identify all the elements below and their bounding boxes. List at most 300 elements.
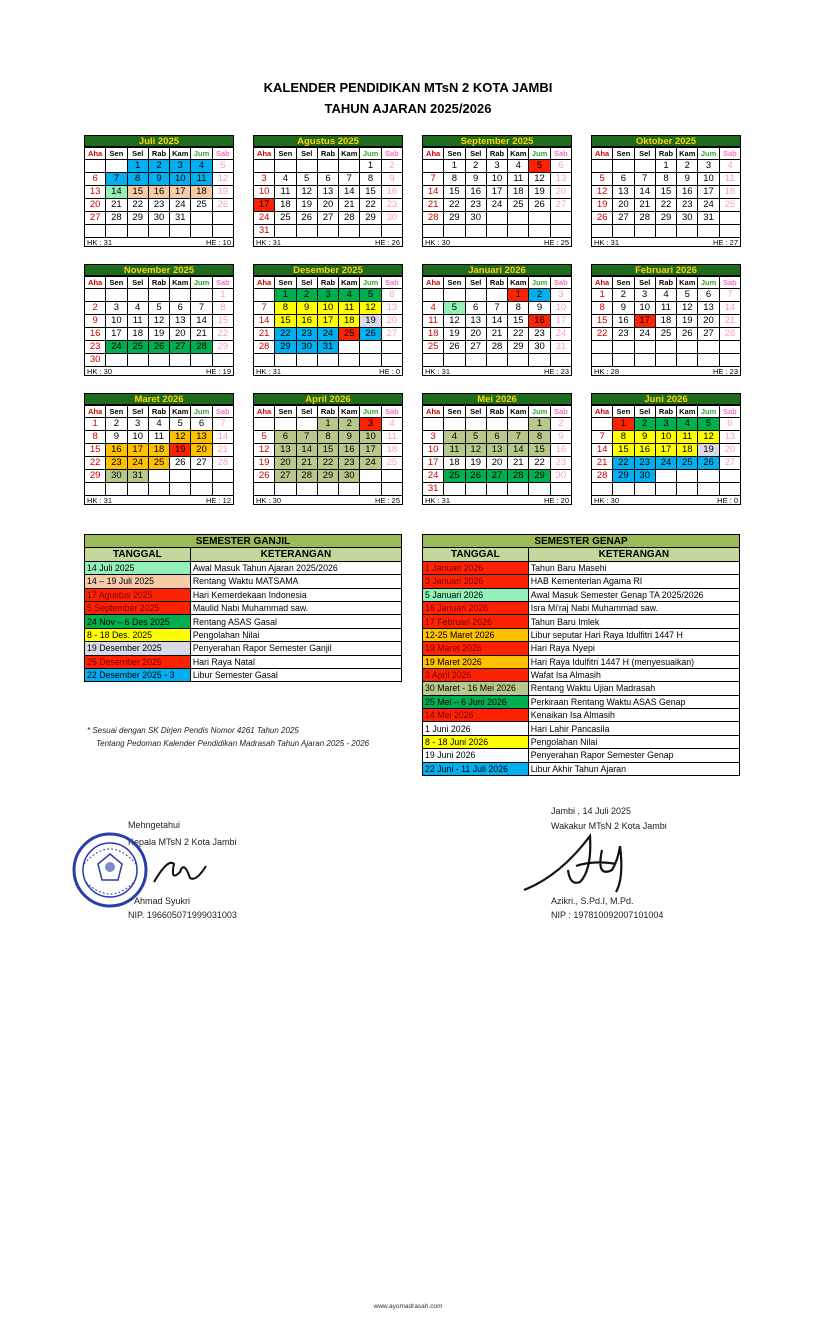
day-cell: 12: [529, 173, 550, 186]
day-cell: 8: [318, 431, 339, 444]
day-cell: 27: [551, 199, 572, 212]
day-cell: 17: [318, 315, 339, 328]
day-cell: 3: [170, 160, 191, 173]
day-cell: 2: [339, 418, 360, 431]
legend-desc: Hari Raya Idulfitri 1447 H (menyesuaikan): [528, 655, 739, 668]
day-cell: 28: [508, 470, 529, 483]
weekday-header: Jum: [360, 406, 381, 418]
empty-cell: [275, 354, 296, 367]
day-cell: 31: [128, 470, 149, 483]
day-cell: 28: [592, 470, 613, 483]
day-cell: 11: [128, 315, 149, 328]
day-cell: 16: [551, 444, 572, 457]
day-cell: 2: [551, 418, 572, 431]
empty-cell: [592, 160, 613, 173]
day-cell: 1: [85, 418, 106, 431]
legend-row: [423, 628, 740, 641]
empty-cell: [635, 483, 656, 496]
empty-cell: [698, 354, 719, 367]
day-cell: 22: [613, 457, 634, 470]
ganjil-col-date: TANGGAL: [85, 548, 191, 561]
empty-cell: [318, 354, 339, 367]
weekday-header: Sab: [720, 277, 741, 289]
day-cell: 17: [106, 328, 127, 341]
weekday-header: Aha: [254, 148, 275, 160]
day-cell: 6: [318, 173, 339, 186]
day-cell: 16: [382, 186, 403, 199]
empty-cell: [720, 225, 741, 238]
empty-cell: [444, 225, 465, 238]
empty-cell: [487, 212, 508, 225]
empty-cell: [635, 225, 656, 238]
legend-date: 14 – 19 Juli 2025: [85, 575, 191, 588]
day-cell: 14: [720, 302, 741, 315]
day-cell: 3: [656, 418, 677, 431]
day-cell: 2: [613, 289, 634, 302]
day-cell: 16: [85, 328, 106, 341]
day-cell: 24: [106, 341, 127, 354]
legend-row: [85, 588, 402, 601]
month-calendar: [422, 393, 572, 505]
empty-cell: [360, 354, 381, 367]
empty-cell: [487, 225, 508, 238]
legend-desc: Perkiraan Rentang Waktu ASAS Genap: [528, 695, 739, 708]
day-cell: 27: [191, 457, 212, 470]
weekday-header: Sel: [297, 277, 318, 289]
month-title: November 2025: [84, 264, 234, 276]
month-calendar: [422, 264, 572, 376]
day-cell: 15: [508, 315, 529, 328]
weekday-header: Sen: [444, 277, 465, 289]
day-cell: 17: [551, 315, 572, 328]
day-cell: 22: [529, 457, 550, 470]
day-cell: 19: [698, 444, 719, 457]
month-calendar: [84, 393, 234, 505]
weekday-header: Jum: [191, 148, 212, 160]
legend-date: 19 Maret 2026: [423, 655, 529, 668]
empty-cell: [613, 354, 634, 367]
legend-date: 14 Juli 2025: [85, 561, 191, 574]
empty-cell: [592, 483, 613, 496]
legend-desc: Maulid Nabi Muhammad saw.: [190, 601, 401, 614]
empty-cell: [360, 483, 381, 496]
day-cell: 7: [106, 173, 127, 186]
month-title: September 2025: [422, 135, 572, 147]
day-cell: 31: [551, 341, 572, 354]
empty-cell: [677, 341, 698, 354]
day-cell: 8: [529, 431, 550, 444]
day-cell: 19: [170, 444, 191, 457]
day-cell: 14: [106, 186, 127, 199]
day-cell: 28: [635, 212, 656, 225]
month-title: Februari 2026: [591, 264, 741, 276]
weekday-header: Rab: [487, 406, 508, 418]
empty-cell: [487, 354, 508, 367]
day-cell: 20: [698, 315, 719, 328]
day-cell: 6: [613, 173, 634, 186]
empty-cell: [423, 225, 444, 238]
weekday-header: Kam: [677, 148, 698, 160]
day-cell: 31: [318, 341, 339, 354]
month-title: April 2026: [253, 393, 403, 405]
day-cell: 11: [508, 173, 529, 186]
weekday-header: Sen: [613, 277, 634, 289]
weekday-header: Aha: [592, 277, 613, 289]
day-cell: 8: [360, 173, 381, 186]
hk-count: HK : 31: [87, 496, 113, 505]
day-cell: 23: [149, 199, 170, 212]
day-cell: 11: [423, 315, 444, 328]
day-cell: 28: [423, 212, 444, 225]
legend-desc: Awal Masuk Semester Genap TA 2025/2026: [528, 588, 739, 601]
month-title: Januari 2026: [422, 264, 572, 276]
month-calendar: [253, 135, 403, 247]
empty-cell: [656, 470, 677, 483]
day-cell: 20: [170, 328, 191, 341]
legend-desc: Pengolahan Nilai: [528, 735, 739, 748]
day-cell: 29: [529, 470, 550, 483]
he-count: HE : 0: [717, 496, 738, 505]
day-cell: 30: [297, 341, 318, 354]
weekday-header: Rab: [318, 406, 339, 418]
day-cell: 23: [106, 457, 127, 470]
empty-cell: [170, 225, 191, 238]
day-cell: 17: [656, 444, 677, 457]
weekday-header: Aha: [423, 277, 444, 289]
weekday-header: Aha: [254, 406, 275, 418]
empty-cell: [213, 354, 234, 367]
day-cell: 30: [382, 212, 403, 225]
empty-cell: [170, 289, 191, 302]
day-cell: 19: [297, 199, 318, 212]
weekday-header: Sel: [128, 148, 149, 160]
legend-desc: HAB Kementerian Agama RI: [528, 575, 739, 588]
legend-desc: Awal Masuk Tahun Ajaran 2025/2026: [190, 561, 401, 574]
day-cell: 26: [254, 470, 275, 483]
day-cell: 30: [339, 470, 360, 483]
weekday-header: Sab: [551, 277, 572, 289]
day-cell: 10: [423, 444, 444, 457]
day-cell: 1: [213, 289, 234, 302]
weekday-header: Sab: [213, 277, 234, 289]
day-cell: 2: [106, 418, 127, 431]
day-cell: 24: [698, 199, 719, 212]
day-cell: 7: [213, 418, 234, 431]
day-cell: 5: [698, 418, 719, 431]
day-cell: 22: [656, 199, 677, 212]
day-cell: 13: [382, 302, 403, 315]
weekday-header: Sel: [466, 148, 487, 160]
day-cell: 17: [698, 186, 719, 199]
left-sig-line1: Mehngetahui: [128, 820, 181, 830]
day-cell: 14: [508, 444, 529, 457]
note-line-2: Tentang Pedoman Kalender Pendidikan Madrasah Tahun Ajaran 2025 - 2026: [96, 739, 370, 748]
day-cell: 3: [698, 160, 719, 173]
legend-row: [423, 735, 740, 748]
he-count: HE : 25: [543, 238, 569, 247]
day-cell: 24: [656, 457, 677, 470]
day-cell: 30: [466, 212, 487, 225]
day-cell: 21: [508, 457, 529, 470]
month-title: Juni 2026: [591, 393, 741, 405]
day-cell: 4: [149, 418, 170, 431]
day-cell: 8: [444, 173, 465, 186]
empty-cell: [677, 483, 698, 496]
legend-date: 24 Nov – 6 Des 2025: [85, 615, 191, 628]
empty-cell: [213, 225, 234, 238]
month-calendar: [591, 135, 741, 247]
legend-date: 22 Juni - 11 Juli 2026: [423, 762, 529, 775]
empty-cell: [613, 341, 634, 354]
month-title: Agustus 2025: [253, 135, 403, 147]
day-cell: 23: [529, 328, 550, 341]
day-cell: 9: [551, 431, 572, 444]
empty-cell: [529, 212, 550, 225]
empty-cell: [423, 418, 444, 431]
day-cell: 12: [149, 315, 170, 328]
day-cell: 1: [318, 418, 339, 431]
day-cell: 7: [592, 431, 613, 444]
weekday-header: Rab: [149, 277, 170, 289]
legend-date: 17 Agustus 2025: [85, 588, 191, 601]
day-cell: 27: [275, 470, 296, 483]
he-count: HE : 19: [205, 367, 231, 376]
weekday-header: Sen: [275, 148, 296, 160]
empty-cell: [382, 341, 403, 354]
empty-cell: [318, 483, 339, 496]
legend-row: [423, 655, 740, 668]
hk-count: HK : 30: [256, 496, 282, 505]
day-cell: 24: [360, 457, 381, 470]
day-cell: 9: [85, 315, 106, 328]
day-cell: 8: [613, 431, 634, 444]
month-calendar: [84, 135, 234, 247]
day-cell: 26: [592, 212, 613, 225]
day-cell: 11: [720, 173, 741, 186]
day-cell: 7: [191, 302, 212, 315]
legend-date: 25 Mei – 6 Juni 2026: [423, 695, 529, 708]
day-cell: 18: [677, 444, 698, 457]
month-summary: [422, 238, 572, 247]
day-cell: 26: [444, 341, 465, 354]
day-cell: 8: [656, 173, 677, 186]
weekday-header: Kam: [170, 148, 191, 160]
day-cell: 13: [720, 431, 741, 444]
day-cell: 1: [529, 418, 550, 431]
empty-cell: [720, 483, 741, 496]
day-cell: 29: [613, 470, 634, 483]
day-cell: 28: [297, 470, 318, 483]
hk-count: HK : 31: [256, 367, 282, 376]
empty-cell: [149, 289, 170, 302]
empty-cell: [423, 289, 444, 302]
empty-cell: [592, 225, 613, 238]
empty-cell: [444, 289, 465, 302]
empty-cell: [508, 418, 529, 431]
empty-cell: [360, 470, 381, 483]
day-cell: 5: [466, 431, 487, 444]
day-cell: 25: [677, 457, 698, 470]
legend-desc: Hari Raya Nyepi: [528, 642, 739, 655]
he-count: HE : 23: [712, 367, 738, 376]
day-cell: 6: [466, 302, 487, 315]
weekday-header: Rab: [656, 406, 677, 418]
empty-cell: [170, 470, 191, 483]
day-cell: 13: [487, 444, 508, 457]
empty-cell: [656, 341, 677, 354]
left-sig-nip: NIP. 196605071999031003: [128, 910, 237, 920]
day-cell: 3: [487, 160, 508, 173]
empty-cell: [85, 483, 106, 496]
legend-date: 8 - 18 Juni 2026: [423, 735, 529, 748]
weekday-header: Kam: [508, 277, 529, 289]
day-cell: 14: [635, 186, 656, 199]
semester-ganjil-table: [84, 534, 402, 682]
empty-cell: [613, 160, 634, 173]
day-cell: 1: [275, 289, 296, 302]
month-calendar: [253, 393, 403, 505]
day-cell: 22: [85, 457, 106, 470]
day-cell: 28: [487, 341, 508, 354]
day-cell: 25: [275, 212, 296, 225]
day-cell: 15: [444, 186, 465, 199]
empty-cell: [592, 418, 613, 431]
day-cell: 20: [85, 199, 106, 212]
day-cell: 10: [698, 173, 719, 186]
weekday-header: Sab: [213, 406, 234, 418]
weekday-header: Sel: [297, 148, 318, 160]
day-cell: 30: [85, 354, 106, 367]
empty-cell: [656, 354, 677, 367]
legend-date: 19 Desember 2025: [85, 642, 191, 655]
day-cell: 15: [275, 315, 296, 328]
day-cell: 18: [149, 444, 170, 457]
day-cell: 30: [529, 341, 550, 354]
day-cell: 7: [339, 173, 360, 186]
day-cell: 7: [720, 289, 741, 302]
empty-cell: [128, 225, 149, 238]
legend-row: [423, 561, 740, 574]
day-cell: 1: [613, 418, 634, 431]
weekday-header: Sen: [106, 406, 127, 418]
day-cell: 14: [592, 444, 613, 457]
day-cell: 6: [720, 418, 741, 431]
empty-cell: [592, 341, 613, 354]
day-cell: 31: [698, 212, 719, 225]
day-cell: 9: [529, 302, 550, 315]
day-cell: 22: [592, 328, 613, 341]
empty-cell: [466, 418, 487, 431]
day-cell: 1: [444, 160, 465, 173]
weekday-header: Sel: [635, 277, 656, 289]
day-cell: 4: [191, 160, 212, 173]
legend-date: 19 Juni 2026: [423, 749, 529, 762]
weekday-header: Sen: [275, 277, 296, 289]
weekday-header: Rab: [487, 148, 508, 160]
month-title: Maret 2026: [84, 393, 234, 405]
day-cell: 1: [360, 160, 381, 173]
he-count: HE : 20: [543, 496, 569, 505]
day-cell: 10: [360, 431, 381, 444]
day-cell: 24: [128, 457, 149, 470]
empty-cell: [254, 289, 275, 302]
day-cell: 2: [382, 160, 403, 173]
empty-cell: [297, 354, 318, 367]
month-calendar: [591, 264, 741, 376]
legend-row: [85, 615, 402, 628]
weekday-header: Aha: [85, 406, 106, 418]
empty-cell: [128, 289, 149, 302]
day-cell: 28: [254, 341, 275, 354]
weekday-header: Sen: [444, 406, 465, 418]
day-cell: 3: [551, 289, 572, 302]
day-cell: 5: [592, 173, 613, 186]
day-cell: 12: [360, 302, 381, 315]
day-cell: 10: [656, 431, 677, 444]
day-cell: 14: [191, 315, 212, 328]
day-cell: 10: [487, 173, 508, 186]
document-subtitle: TAHUN AJARAN 2025/2026: [324, 101, 492, 116]
day-cell: 29: [360, 212, 381, 225]
day-cell: 28: [339, 212, 360, 225]
day-cell: 7: [487, 302, 508, 315]
day-cell: 10: [254, 186, 275, 199]
empty-cell: [466, 483, 487, 496]
empty-cell: [382, 354, 403, 367]
day-cell: 26: [466, 470, 487, 483]
legend-desc: Hari Kemerdekaan Indonesia: [190, 588, 401, 601]
right-sig-name: Azikri., S.Pd.I, M.Pd.: [551, 896, 634, 906]
day-cell: 3: [635, 289, 656, 302]
day-cell: 13: [551, 173, 572, 186]
empty-cell: [360, 341, 381, 354]
legend-row: [85, 642, 402, 655]
empty-cell: [254, 483, 275, 496]
day-cell: 7: [423, 173, 444, 186]
day-cell: 29: [656, 212, 677, 225]
day-cell: 7: [635, 173, 656, 186]
day-cell: 5: [677, 289, 698, 302]
day-cell: 10: [635, 302, 656, 315]
empty-cell: [275, 483, 296, 496]
day-cell: 15: [318, 444, 339, 457]
day-cell: 12: [592, 186, 613, 199]
hk-count: HK : 31: [425, 367, 451, 376]
day-cell: 5: [360, 289, 381, 302]
day-cell: 16: [635, 444, 656, 457]
empty-cell: [297, 418, 318, 431]
empty-cell: [149, 483, 170, 496]
empty-cell: [213, 470, 234, 483]
empty-cell: [170, 483, 191, 496]
day-cell: 27: [487, 470, 508, 483]
day-cell: 14: [213, 431, 234, 444]
day-cell: 25: [444, 470, 465, 483]
empty-cell: [720, 354, 741, 367]
day-cell: 22: [128, 199, 149, 212]
day-cell: 10: [318, 302, 339, 315]
empty-cell: [106, 354, 127, 367]
day-cell: 12: [444, 315, 465, 328]
day-cell: 14: [423, 186, 444, 199]
day-cell: 20: [318, 199, 339, 212]
empty-cell: [191, 470, 212, 483]
day-cell: 3: [318, 289, 339, 302]
day-cell: 8: [275, 302, 296, 315]
day-cell: 23: [85, 341, 106, 354]
day-cell: 16: [613, 315, 634, 328]
weekday-header: Jum: [191, 406, 212, 418]
